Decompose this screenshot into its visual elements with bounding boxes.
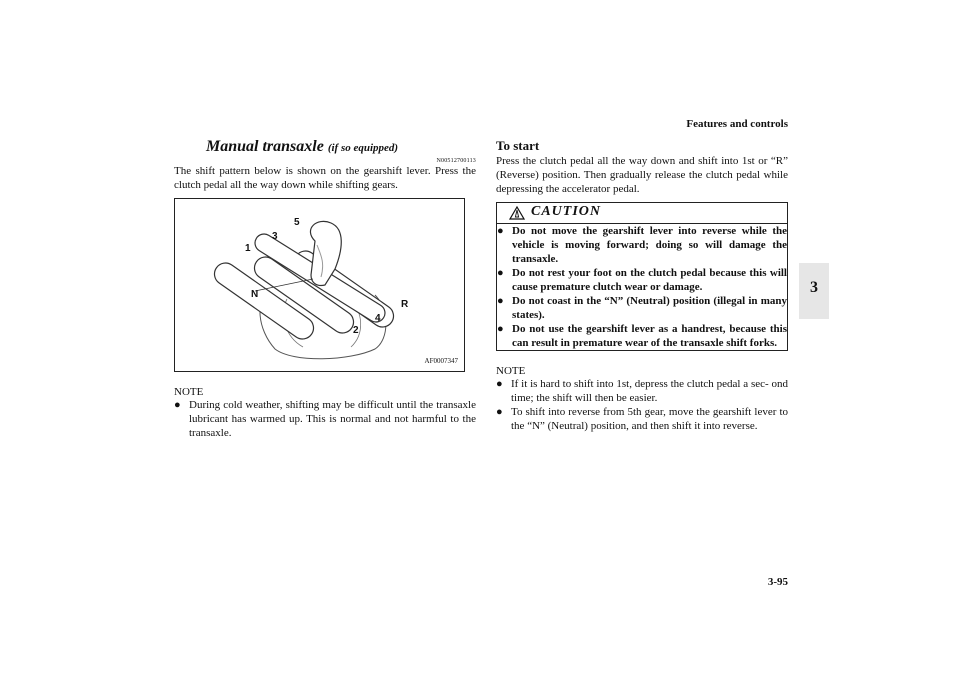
shift-pattern-figure: [174, 198, 465, 372]
caution-text: Do not rest your foot on the clutch pedal because this will cause premature clutch wear or damage.: [512, 267, 787, 293]
reverse-label: R: [401, 299, 409, 310]
bullet-icon: ●: [174, 399, 181, 411]
left-note-list: [174, 398, 476, 440]
bullet-icon: ●: [496, 406, 503, 418]
note-text: To shift into reverse from 5th gear, move the gearshift lever to the “N” (Neutral) position, and then shift it into reverse.: [511, 406, 788, 432]
note-text: During cold weather, shifting may be difficult until the transaxle lubricant has warmed up. This is normal and not harmful to the transaxle.: [189, 399, 476, 439]
section-title-main: Manual transaxle: [206, 138, 324, 155]
caution-title: CAUTION: [531, 204, 602, 219]
caution-text: Do not move the gearshift lever into reverse while the vehicle is moving forward; doing so will damage the transaxle.: [512, 225, 787, 265]
list-item: [497, 224, 787, 266]
caution-text: Do not coast in the “N” (Neutral) position (illegal in many states).: [512, 295, 787, 321]
list-item: [496, 405, 788, 433]
bullet-icon: ●: [497, 323, 504, 335]
gear-4-label: 4: [375, 313, 381, 324]
chapter-tab-label: 3: [810, 279, 818, 296]
to-start-title: To start: [496, 138, 540, 153]
caution-text: Do not use the gearshift lever as a handrest, because this can result in premature wear of the transaxle shift forks.: [512, 323, 787, 349]
to-start-paragraph: Press the clutch pedal all the way down and shift into 1st or “R” (Reverse) position. Then gradually release the clutch pedal while depressing the accelerator pedal.: [496, 155, 788, 195]
left-column: [174, 138, 476, 440]
bullet-icon: ●: [497, 295, 504, 307]
gear-3-label: 3: [272, 231, 278, 242]
list-item: [497, 322, 787, 350]
warning-triangle-icon: [509, 206, 525, 220]
note-text: If it is hard to shift into 1st, depress the clutch pedal a sec- ond time; the shift will then be easier.: [511, 378, 788, 404]
neutral-label: N: [251, 289, 259, 300]
note-label: NOTE: [496, 365, 526, 377]
gear-2-label: 2: [353, 325, 359, 336]
right-column: [496, 138, 788, 433]
page-number: 3-95: [767, 576, 788, 588]
bullet-icon: ●: [497, 267, 504, 279]
caution-box: [496, 202, 788, 351]
gearshift-illustration: [175, 199, 464, 371]
section-title-sub: (if so equipped): [327, 142, 399, 154]
header-title: Features and controls: [686, 118, 788, 130]
section-title: [174, 138, 476, 156]
bullet-icon: ●: [497, 225, 504, 237]
chapter-tab: [799, 263, 829, 319]
intro-paragraph: The shift pattern below is shown on the gearshift lever. Press the clutch pedal all the way down while shifting gears.: [174, 165, 476, 191]
list-item: [497, 266, 787, 294]
list-item: [497, 294, 787, 322]
gear-1-label: 1: [245, 243, 251, 254]
bullet-icon: ●: [496, 378, 503, 390]
reference-code: N00512700113: [436, 158, 476, 164]
note-label: NOTE: [174, 386, 204, 398]
caution-header: [497, 203, 787, 224]
list-item: [496, 377, 788, 405]
gear-5-label: 5: [294, 217, 300, 228]
shift-gate: [210, 231, 398, 344]
right-note-list: [496, 377, 788, 433]
caution-list: [497, 224, 787, 350]
list-item: [174, 398, 476, 440]
figure-code: AF0007347: [424, 357, 458, 365]
